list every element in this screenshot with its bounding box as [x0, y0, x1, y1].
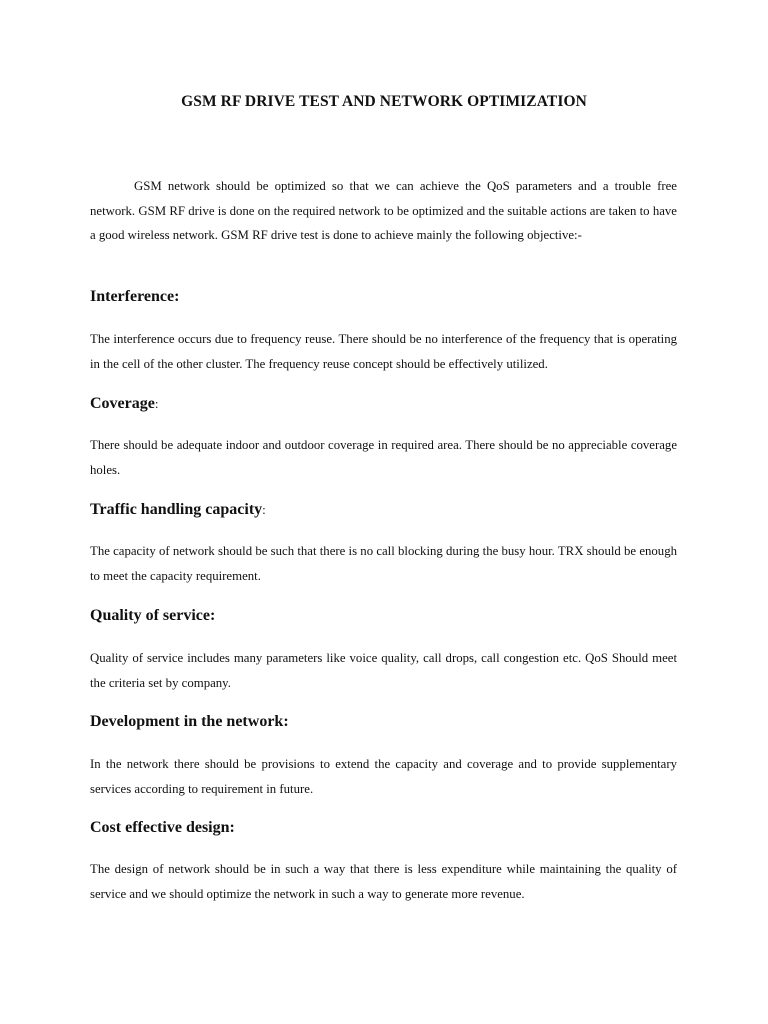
section-body-cost-effective-design: The design of network should be in such a way that there is less expenditure while maintaining the quality of service and we should optimize the network in such a way to generate more revenue.	[90, 862, 677, 901]
heading-suffix: :	[262, 502, 266, 517]
heading-text: Traffic handling capacity	[90, 501, 263, 518]
intro-text: GSM network should be optimized so that we can achieve the QoS parameters and a trouble free network. GSM RF drive is done on the required network to be optimized and the suitable actions are taken to have a good wireless network. GSM RF drive test is done to achieve mainly the following objective:-	[90, 179, 677, 242]
heading-text: Interference:	[90, 288, 180, 305]
heading-text: Coverage	[90, 395, 155, 412]
section-heading-traffic-handling-capacity	[90, 501, 266, 519]
heading-text: Cost effective design:	[90, 819, 235, 836]
section-body-traffic-handling-capacity: The capacity of network should be such that there is no call blocking during the busy hour. TRX should be enough to meet the capacity requirement.	[90, 544, 677, 583]
section-heading-development-in-the-network	[90, 713, 289, 731]
intro-paragraph	[90, 174, 677, 248]
heading-text: Quality of service:	[90, 607, 216, 624]
section-heading-cost-effective-design	[90, 819, 235, 837]
heading-text: Development in the network:	[90, 713, 289, 730]
section-body-coverage: There should be adequate indoor and outdoor coverage in required area. There should be no appreciable coverage holes.	[90, 438, 677, 477]
section-body-development-in-the-network: In the network there should be provisions to extend the capacity and coverage and to provide supplementary services according to requirement in future.	[90, 757, 677, 796]
document-title: GSM RF DRIVE TEST AND NETWORK OPTIMIZATION	[181, 93, 587, 110]
section-body-interference: The interference occurs due to frequency reuse. There should be no interference of the frequency that is operating in the cell of the other cluster. The frequency reuse concept should be effectively utilized.	[90, 332, 677, 371]
heading-suffix: :	[154, 396, 159, 411]
section-heading-interference	[90, 288, 179, 306]
section-heading-quality-of-service	[90, 607, 215, 625]
section-body-quality-of-service: Quality of service includes many parameters like voice quality, call drops, call congestion etc. QoS Should meet the criteria set by company.	[90, 651, 677, 690]
section-heading-coverage	[90, 395, 158, 413]
